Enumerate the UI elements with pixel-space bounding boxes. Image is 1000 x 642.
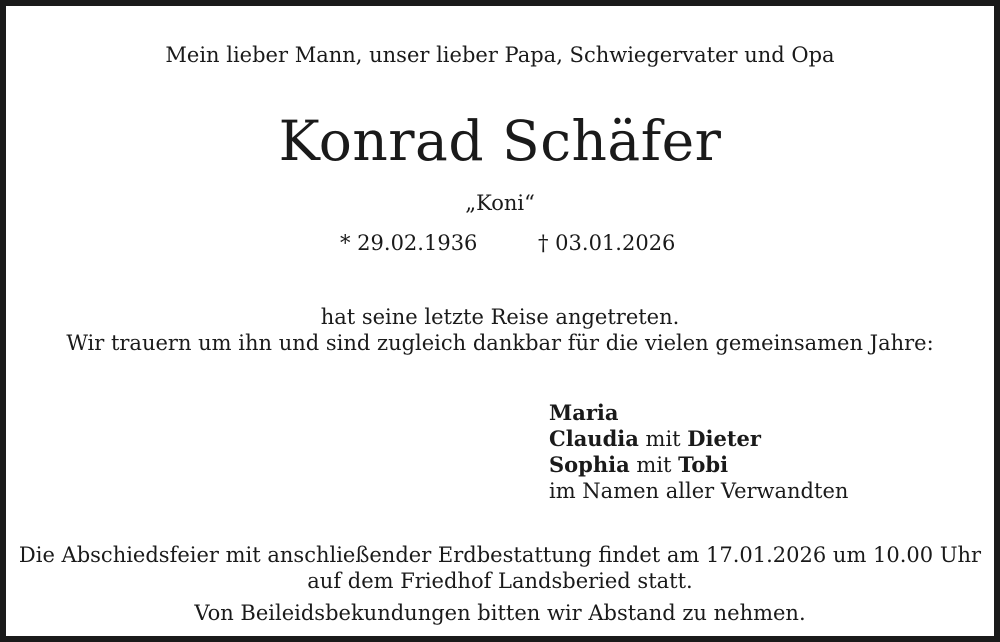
- death-date: † 03.01.2026: [538, 231, 676, 255]
- mourner-name: Claudia: [549, 426, 639, 451]
- intro-text: Mein lieber Mann, unser lieber Papa, Schwiegervater und Opa: [165, 43, 835, 67]
- mourner-connector: mit: [636, 453, 672, 477]
- mourners-relatives: im Namen aller Verwandten: [549, 479, 849, 503]
- mourner-partner: Dieter: [687, 426, 761, 451]
- mourner-connector: mit: [645, 427, 681, 451]
- mourner-name: Sophia: [549, 452, 630, 477]
- ceremony-line-1: Die Abschiedsfeier mit anschließender Erdbestattung findet am 17.01.2026 um 10.00 Uhr: [18, 543, 982, 567]
- deceased-name: Konrad Schäfer: [278, 109, 722, 173]
- mourner-row: [549, 426, 848, 452]
- mourners-list: [549, 400, 848, 504]
- farewell-line-2: Wir trauern um ihn und sind zugleich dankbar für die vielen gemeinsamen Jahre:: [66, 331, 934, 355]
- mourner-name: Maria: [549, 400, 619, 425]
- condolence-note: Von Beileidsbekundungen bitten wir Abstand zu nehmen.: [194, 601, 806, 625]
- ceremony-line-2: auf dem Friedhof Landsberied statt.: [307, 569, 693, 593]
- mourner-row: [549, 452, 848, 478]
- deceased-nickname: „Koni“: [465, 191, 535, 215]
- mourner-partner: Tobi: [678, 452, 729, 477]
- farewell-line-1: hat seine letzte Reise angetreten.: [320, 305, 680, 329]
- birth-date: * 29.02.1936: [340, 231, 478, 255]
- mourner-row: [549, 400, 848, 426]
